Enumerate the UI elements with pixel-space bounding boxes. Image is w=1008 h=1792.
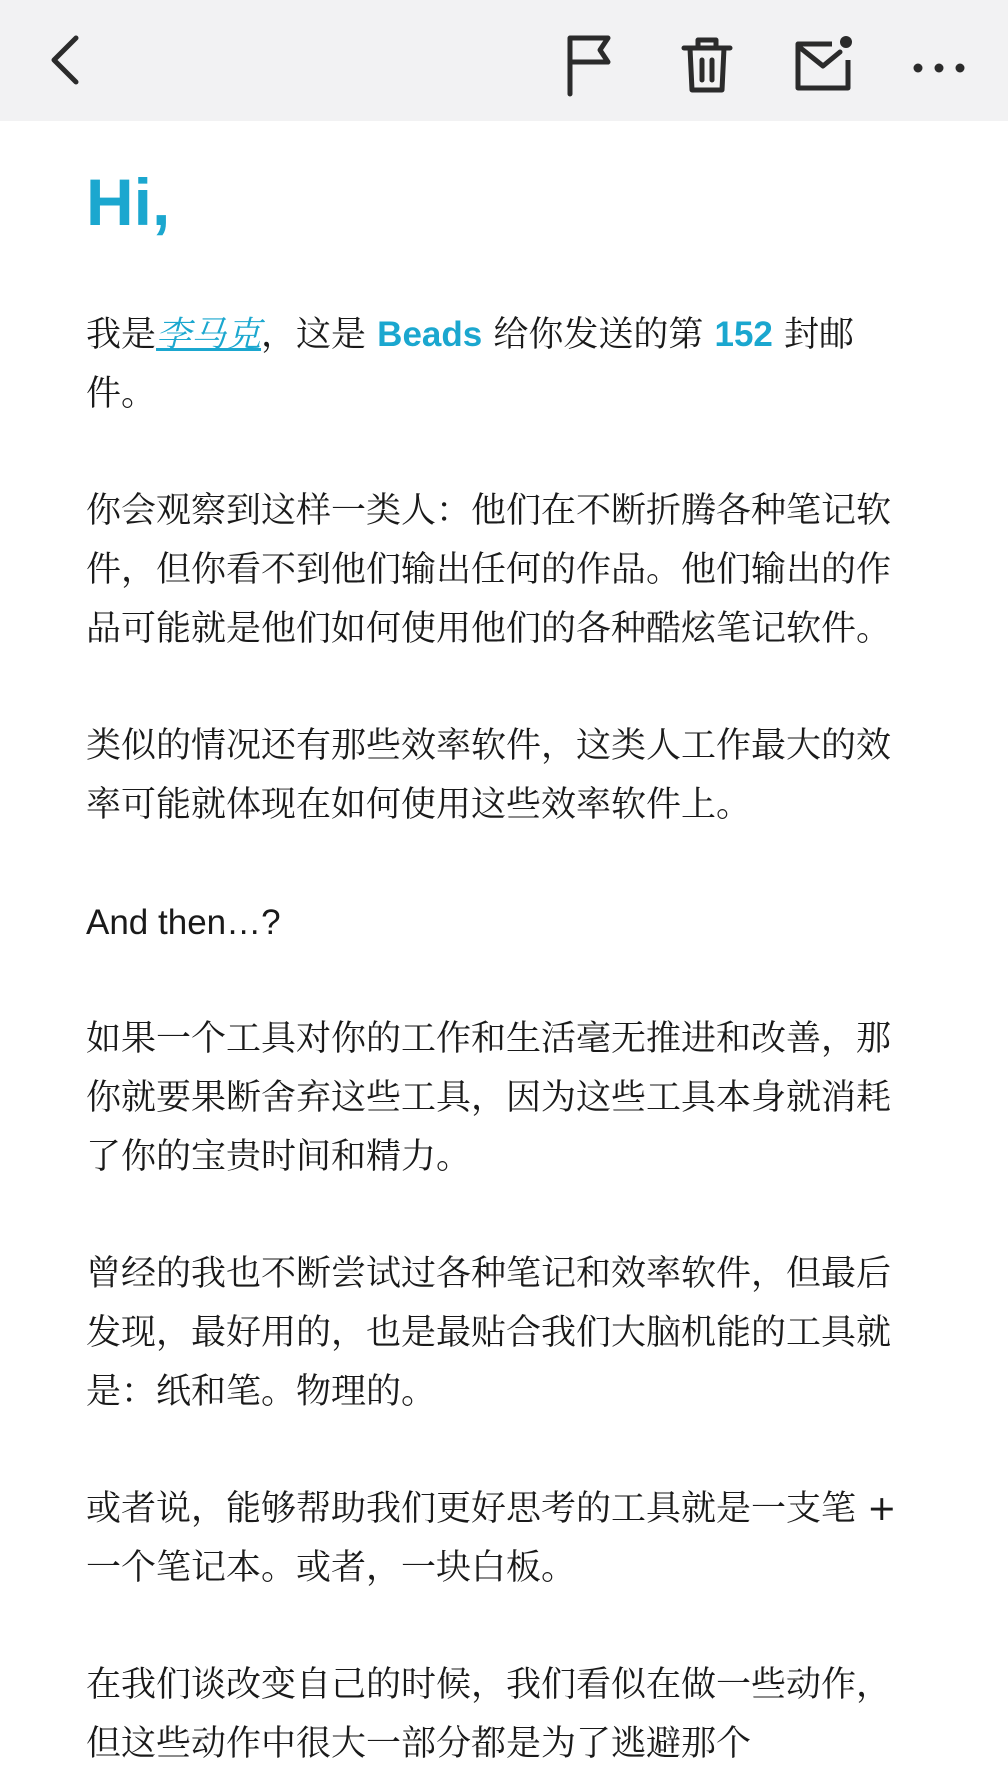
body-paragraph: 你会观察到这样一类人：他们在不断折腾各种笔记软件，但你看不到他们输出任何的作品。他们输出的作品可能就是他们如何使用他们的各种酷炫笔记软件。 — [86, 491, 892, 649]
ellipsis-icon — [904, 30, 974, 100]
more-button[interactable] — [904, 30, 974, 100]
intro-text: 给你发送的第 — [482, 315, 715, 355]
mail-unread-icon — [788, 30, 858, 100]
mark-unread-button[interactable] — [788, 30, 858, 100]
intro-paragraph — [86, 305, 916, 424]
intro-text: 封邮件。 — [86, 315, 855, 414]
body-paragraph: 类似的情况还有那些效率软件，这类人工作最大的效率可能就体现在如何使用这些效率软件上。 — [86, 726, 892, 825]
flag-icon — [556, 30, 626, 100]
intro-text: ，这是 — [261, 315, 378, 355]
email-body — [86, 121, 916, 1774]
issue-number: 152 — [714, 315, 773, 354]
back-button[interactable] — [36, 30, 96, 90]
trash-icon — [672, 30, 742, 100]
greeting-heading: Hi, — [86, 165, 171, 239]
author-link[interactable]: 李马克 — [156, 315, 262, 355]
body-paragraph: 在我们谈改变自己的时候，我们看似在做一些动作，但这些动作中很大一部分都是为了逃避那个 — [86, 1665, 892, 1764]
body-paragraph: 或者说，能够帮助我们更好思考的工具就是一支笔 + 一个笔记本。或者，一块白板。 — [86, 1489, 897, 1588]
delete-button[interactable] — [672, 30, 742, 100]
body-paragraph: 如果一个工具对你的工作和生活毫无推进和改善，那你就要果断舍弃这些工具，因为这些工具本身就消耗了你的宝贵时间和精力。 — [86, 1019, 892, 1177]
body-paragraph: And then…? — [86, 903, 281, 942]
flag-button[interactable] — [556, 30, 626, 100]
chevron-left-icon — [36, 30, 96, 90]
email-toolbar — [0, 0, 1008, 121]
intro-text: 我是 — [86, 315, 157, 355]
body-paragraph: 曾经的我也不断尝试过各种笔记和效率软件，但最后发现，最好用的，也是最贴合我们大脑机能的工具就是：纸和笔。物理的。 — [86, 1254, 892, 1412]
newsletter-name: Beads — [377, 315, 483, 354]
